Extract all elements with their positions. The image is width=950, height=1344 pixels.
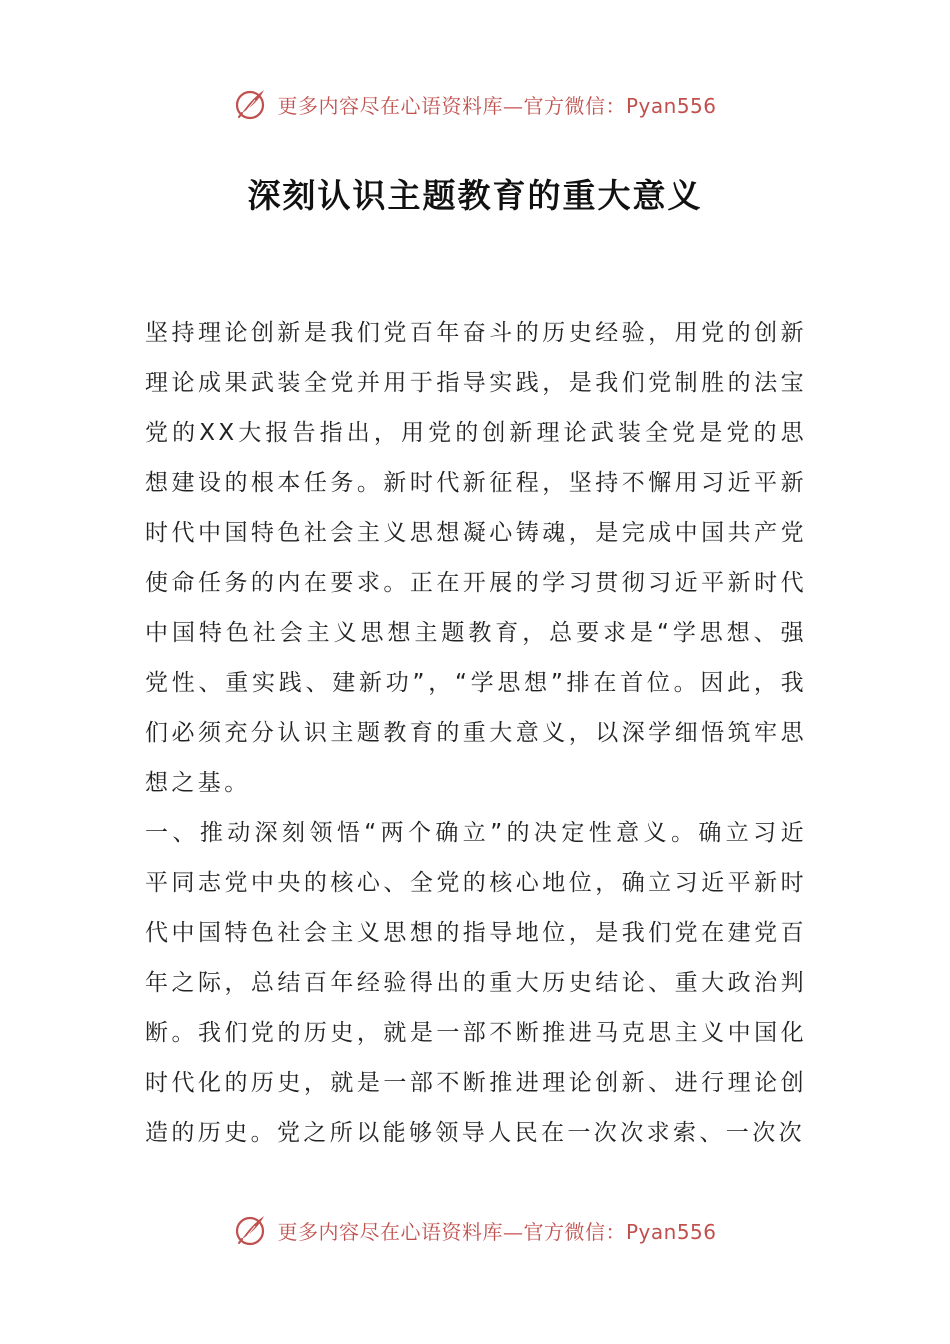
wechat-id: Pyan556 [625,93,717,118]
quill-pen-logo-icon [233,1212,269,1248]
document-title: 深刻认识主题教育的重大意义 [247,176,703,215]
document-body [145,308,807,1158]
paragraph: 坚持理论创新是我们党百年奋斗的历史经验，用党的创新理论成果武装全党并用于指导实践，是我们党制胜的法宝党的XX大报告指出，用党的创新理论武装全党是党的思想建设的根本任务。新时代新征程，坚持不懈用习近平新时代中国特色社会主义思想凝心铸魂，是完成中国共产党使命任务的内在要求。正在开展的学习贯彻习近平新时代中国特色社会主义思想主题教育，总要求是“学思想、强党性、重实践、建新功”，“学思想”排在首位。因此，我们必须充分认识主题教育的重大意义，以深学细悟筑牢思想之基。 [145,320,807,796]
paragraph: 一、推动深刻领悟“两个确立”的决定性意义。确立习近平同志党中央的核心、全党的核心地位，确立习近平新时代中国特色社会主义思想的指导地位，是我们党在建党百年之际，总结百年经验得出的重大历史结论、重大政治判断。我们党的历史，就是一部不断推进马克思主义中国化时代化的历史，就是一部不断推进理论创新、进行理论创造的历史。党之所以能够领导人民在一次次求索、一次次 [145,820,807,1146]
header-banner [0,84,950,124]
footer-banner [0,1210,950,1250]
banner-text: 更多内容尽在心语资料库—官方微信：Pyan556 [277,93,717,118]
quill-pen-logo-icon [233,86,269,122]
wechat-id: Pyan556 [625,1219,717,1244]
banner-text: 更多内容尽在心语资料库—官方微信：Pyan556 [277,1219,717,1244]
